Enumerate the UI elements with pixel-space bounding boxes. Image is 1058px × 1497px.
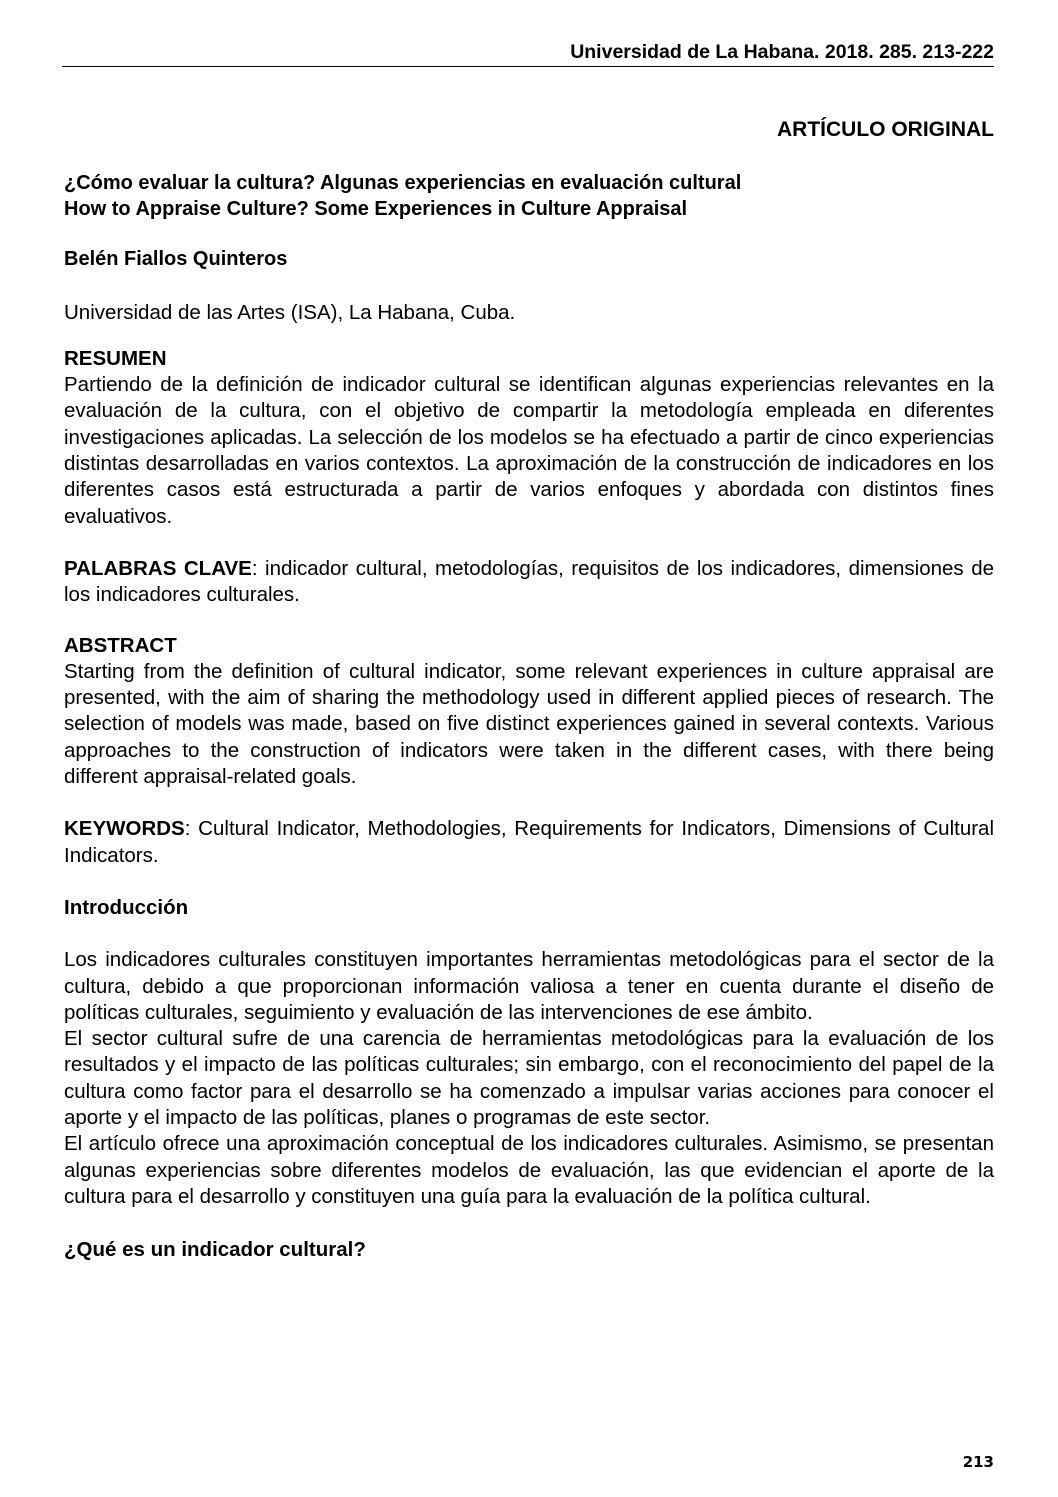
section-heading-indicador: ¿Qué es un indicador cultural?: [64, 1238, 366, 1262]
abstract-heading: ABSTRACT: [64, 633, 177, 657]
keywords: [64, 816, 994, 869]
intro-paragraph: El artículo ofrece una aproximación conceptual de los indicadores culturales. Asimismo, se presentan algunas experiencias sobre diferentes modelos de evaluación, las que evidencian el aporte de la cultura para el desarrollo y constituyen una guía para la evaluación de la política cultural.: [64, 1132, 994, 1208]
article-type: ARTÍCULO ORIGINAL: [777, 118, 994, 141]
keywords-label: KEYWORDS: [64, 817, 185, 841]
resumen-heading: RESUMEN: [64, 346, 167, 370]
keywords-text: : Cultural Indicator, Methodologies, Requirements for Indicators, Dimensions of Cultural Indicators.: [64, 817, 994, 867]
intro-paragraph: Los indicadores culturales constituyen importantes herramientas metodológicas para el sector de la cultura, debido a que proporcionan información valiosa a tener en cuenta durante el diseño de políticas culturales, seguimiento y evaluación de las intervenciones de ese ámbito.: [64, 948, 994, 1024]
resumen-text: Partiendo de la definición de indicador cultural se identifican algunas experiencias relevantes en la evaluación de la cultura, con el objetivo de compartir la metodología empleada en diferentes investigaciones aplicadas. La selección de los modelos se ha efectuado a partir de cinco experiencias distintas desarrolladas en varios contextos. La aproximación de la construcción de indicadores en los diferentes casos está estructurada a partir de varios enfoques y abordada con distintos fines evaluativos.: [64, 373, 994, 528]
running-head: Universidad de La Habana. 2018. 285. 213-222: [570, 41, 994, 63]
article-body: [64, 117, 994, 1264]
title-spanish: ¿Cómo evaluar la cultura? Algunas experiencias en evaluación cultural: [64, 172, 742, 195]
introduccion-heading: Introducción: [64, 895, 189, 919]
title-english: How to Appraise Culture? Some Experiences in Culture Appraisal: [64, 198, 688, 221]
abstract-text: Starting from the definition of cultural indicator, some relevant experiences in culture appraisal are presented, with the aim of sharing the methodology used in different applied pieces of research. The selection of models was made, based on five distinct experiences gained in several contexts. Various approaches to the construction of indicators were taken in the different cases, with there being different appraisal-related goals.: [64, 659, 994, 789]
header-rule: [62, 66, 994, 67]
author-name: Belén Fiallos Quinteros: [64, 248, 288, 271]
introduccion-body: [64, 947, 994, 1210]
author-affiliation: Universidad de las Artes (ISA), La Habana, Cuba.: [64, 300, 516, 324]
palabras-clave: [64, 556, 994, 609]
palabras-clave-label: PALABRAS CLAVE: [64, 556, 252, 580]
page-number: 213: [962, 1453, 994, 1471]
intro-paragraph: El sector cultural sufre de una carencia de herramientas metodológicas para la evaluación de los resultados y el impacto de las políticas culturales; sin embargo, con el reconocimiento del papel de la cultura como factor para el desarrollo se ha comenzado a impulsar varias acciones para conocer el aporte y el impacto de las políticas, planes o programas de este sector.: [64, 1027, 994, 1130]
palabras-clave-text: : indicador cultural, metodologías, requisitos de los indicadores, dimensiones de los indicadores culturales.: [64, 556, 994, 607]
